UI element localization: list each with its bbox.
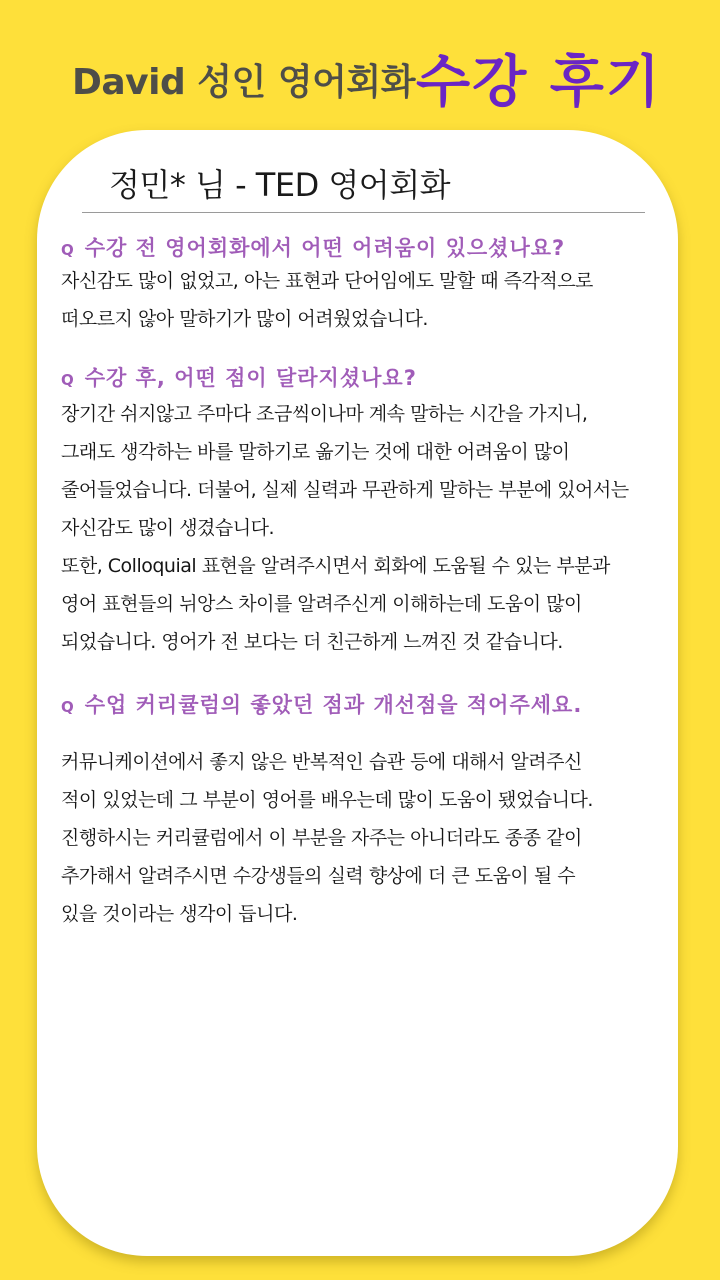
answer-line: 줄어들었습니다. 더불어, 실제 실력과 무관하게 말하는 부분에 있어서는 (61, 479, 629, 501)
question-3 (61, 689, 582, 719)
question-1-text: 수강 전 영어회화에서 어떤 어려움이 있으셨나요? (84, 236, 566, 260)
answer-line: 진행하시는 커리큘럼에서 이 부분을 자주는 아니더라도 종종 같이 (61, 827, 582, 849)
answer-line: 커뮤니케이션에서 좋지 않은 반복적인 습관 등에 대해서 알려주신 (61, 751, 582, 773)
header-title: 수강 후기 (416, 50, 662, 115)
title-divider (82, 212, 645, 213)
answer-line: 되었습니다. 영어가 전 보다는 더 친근하게 느껴진 것 같습니다. (61, 631, 563, 653)
header-subtitle: David 성인 영어회화 (72, 62, 415, 103)
q-mark-icon: Q (61, 241, 75, 259)
answer-3 (61, 743, 593, 933)
question-1 (61, 232, 565, 262)
answer-1 (61, 262, 593, 338)
answer-line: 추가해서 알려주시면 수강생들의 실력 향상에 더 큰 도움이 될 수 (61, 865, 576, 887)
answer-line: 떠오르지 않아 말하기가 많이 어려웠었습니다. (61, 308, 428, 330)
q-mark-icon: Q (61, 371, 75, 389)
review-card (37, 130, 678, 1256)
answer-line: 장기간 쉬지않고 주마다 조금씩이나마 계속 말하는 시간을 가지니, (61, 403, 588, 425)
answer-2 (61, 395, 629, 661)
answer-line: 자신감도 많이 없었고, 아는 표현과 단어임에도 말할 때 즉각적으로 (61, 270, 593, 292)
question-2-text: 수강 후, 어떤 점이 달라지셨나요? (84, 366, 417, 390)
reviewer-title: 정민* 님 - TED 영어회화 (109, 166, 451, 204)
answer-line: 자신감도 많이 생겼습니다. (61, 517, 275, 539)
question-2 (61, 362, 417, 392)
answer-line: 있을 것이라는 생각이 듭니다. (61, 903, 298, 925)
answer-line: 영어 표현들의 뉘앙스 차이를 알려주신게 이해하는데 도움이 많이 (61, 593, 582, 615)
answer-line: 적이 있었는데 그 부분이 영어를 배우는데 많이 도움이 됐었습니다. (61, 789, 593, 811)
page-header (0, 36, 720, 116)
answer-line: 그래도 생각하는 바를 말하기로 옮기는 것에 대한 어려움이 많이 (61, 441, 570, 463)
question-3-text: 수업 커리큘럼의 좋았던 점과 개선점을 적어주세요. (84, 693, 583, 717)
q-mark-icon: Q (61, 698, 75, 716)
answer-line: 또한, Colloquial 표현을 알려주시면서 회화에 도움될 수 있는 부분과 (61, 555, 610, 577)
